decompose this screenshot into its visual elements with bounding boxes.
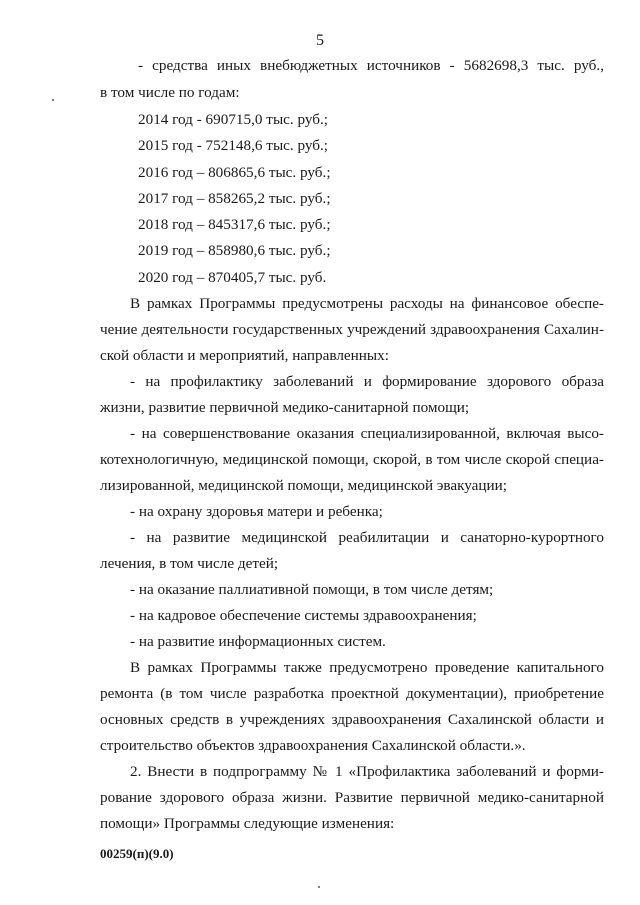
paragraph1-line1: В рамках Программы предусмотрены расходы на финансовое обеспе- — [130, 295, 604, 312]
scan-speck — [52, 99, 54, 101]
bullet-prevention-line2: жизни, развитие первичной медико-санитарной помощи; — [100, 399, 470, 416]
paragraph1-line2: чение деятельности государственных учреждений здравоохранения Сахалин- — [100, 321, 604, 338]
bullet-maternal: - на охрану здоровья матери и ребенка; — [130, 503, 383, 520]
bullet-palliative: - на оказание паллиативной помощи, в том числе детям; — [130, 581, 494, 598]
page-number: 5 — [316, 32, 324, 49]
year-2019: 2019 год – 858980,6 тыс. руб.; — [138, 242, 331, 259]
bullet-staffing: - на кадровое обеспечение системы здравоохранения; — [130, 607, 477, 624]
funding-by-years: в том числе по годам: — [100, 84, 240, 101]
paragraph2-line3: основных средств в учреждениях здравоохранения Сахалинской области и — [100, 711, 604, 728]
bullet-specialized-line2: котехнологичную, медицинской помощи, скорой, в том числе скорой специа- — [100, 451, 604, 468]
document-code: 00259(п)(9.0) — [100, 846, 174, 861]
bullet-info-systems: - на развитие информационных систем. — [130, 633, 386, 650]
funding-intro: - средства иных внебюджетных источников - 5682698,3 тыс. руб., — [138, 57, 604, 74]
item2-line1: 2. Внести в подпрограмму № 1 «Профилактика заболеваний и форми- — [130, 763, 604, 780]
paragraph2-line4: строительство объектов здравоохранения Сахалинской области.». — [100, 737, 526, 754]
paragraph1-line3: ской области и мероприятий, направленных: — [100, 347, 389, 364]
paragraph2-line2: ремонта (в том числе разработка проектной документации), приобретение — [100, 685, 604, 702]
year-2018: 2018 год – 845317,6 тыс. руб.; — [138, 216, 331, 233]
bullet-specialized-line1: - на совершенствование оказания специализированной, включая высо- — [130, 425, 604, 442]
bullet-prevention-line1: - на профилактику заболеваний и формирование здорового образа — [130, 373, 604, 390]
paragraph2-line1: В рамках Программы также предусмотрено проведение капитального — [130, 659, 604, 676]
item2-line2: рование здорового образа жизни. Развитие первичной медико-санитарной — [100, 789, 604, 806]
year-2017: 2017 год – 858265,2 тыс. руб.; — [138, 190, 331, 207]
scan-speck — [318, 886, 320, 888]
year-2016: 2016 год – 806865,6 тыс. руб.; — [138, 164, 331, 181]
bullet-rehab-line1: - на развитие медицинской реабилитации и санаторно-курортного — [130, 529, 604, 546]
item2-line3: помощи» Программы следующие изменения: — [100, 815, 395, 832]
bullet-specialized-line3: лизированной, медицинской помощи, медицинской эвакуации; — [100, 477, 507, 494]
year-2014: 2014 год - 690715,0 тыс. руб.; — [138, 111, 329, 128]
bullet-rehab-line2: лечения, в том числе детей; — [100, 555, 279, 572]
year-2015: 2015 год - 752148,6 тыс. руб.; — [138, 137, 329, 154]
year-2020: 2020 год – 870405,7 тыс. руб. — [138, 269, 327, 286]
